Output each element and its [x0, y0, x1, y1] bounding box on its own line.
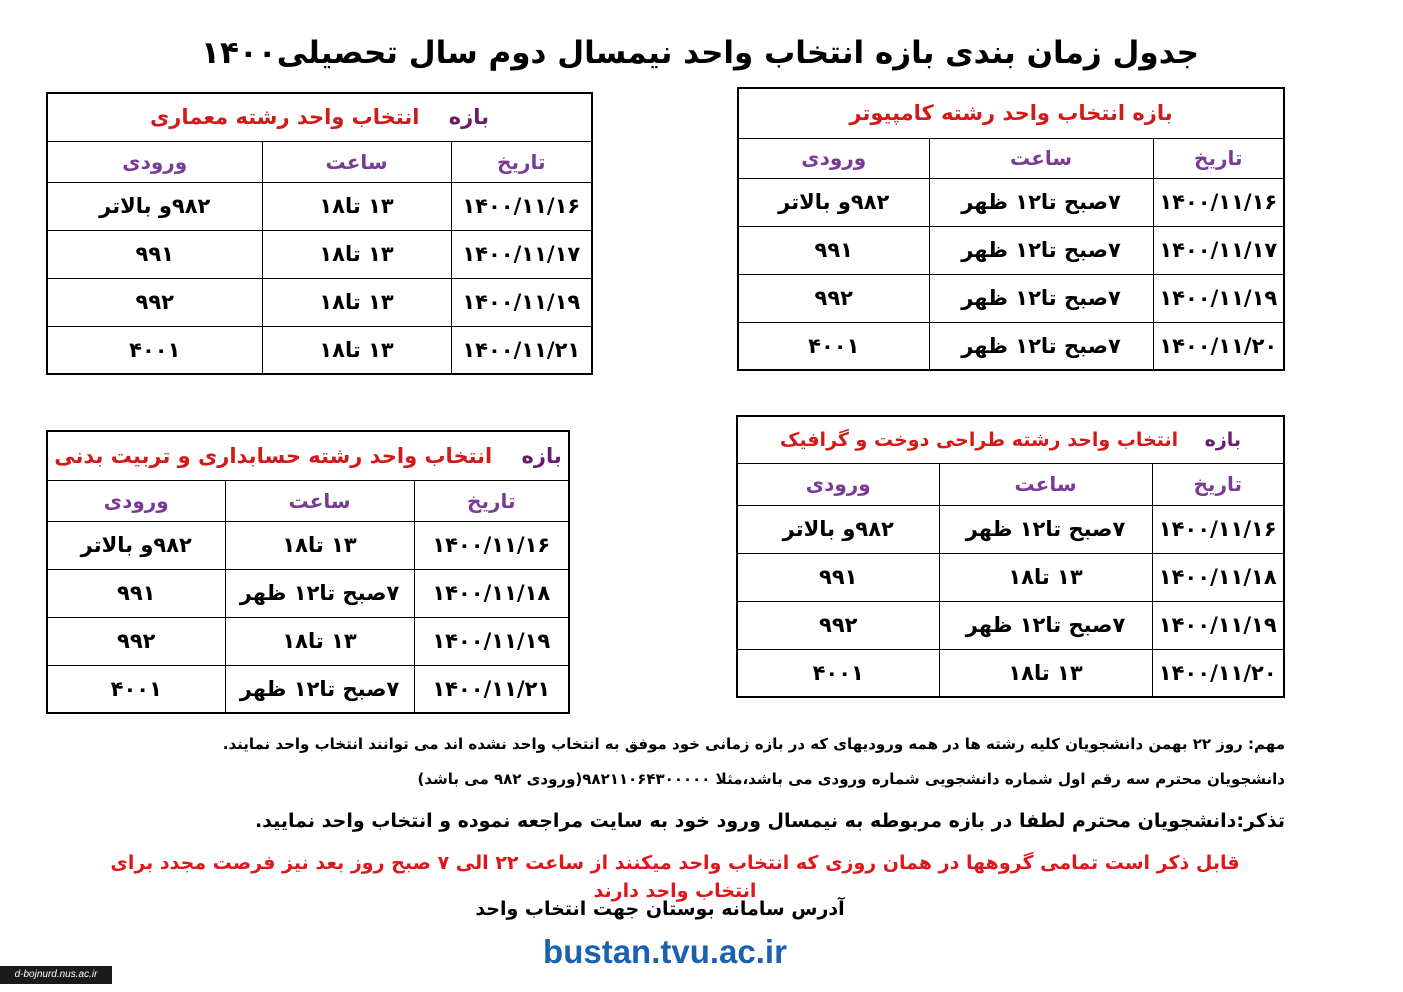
cell-entry: ۹۸۲و بالاتر: [47, 182, 262, 230]
table-row: [738, 226, 1284, 274]
cell-date: ۱۴۰۰/۱۱/۱۸: [1152, 553, 1284, 601]
cell-time: ۷صبح تا۱۲ ظهر: [929, 274, 1153, 322]
cell-time: ۷صبح تا۱۲ ظهر: [939, 601, 1152, 649]
cell-entry: ۴۰۰۱: [737, 649, 939, 697]
cell-entry: ۴۰۰۱: [47, 326, 262, 374]
note-important: مهم: روز ۲۲ بهمن دانشجویان کلیه رشته ها در همه ورودیهای که در بازه زمانی خود موفق به انتخاب واحد نشده اند می توانند انتخاب واحد نمایند.: [222, 735, 1285, 753]
cell-time: ۱۳ تا۱۸: [225, 521, 414, 569]
note-second-chance: قابل ذکر است تمامی گروهها در همان روزی که انتخاب واحد میکنند از ساعت ۲۲ الی ۷ صبح روز بعد نیز فرصت مجدد برای انتخاب واحد دارند: [110, 852, 1240, 902]
table-row: [737, 553, 1284, 601]
cell-date: ۱۴۰۰/۱۱/۱۹: [1153, 274, 1284, 322]
caption-text: انتخاب واحد رشته حسابداری و تربیت بدنی: [54, 443, 493, 468]
note-address-label: آدرس سامانه بوستان جهت انتخاب واحد: [475, 898, 845, 920]
table-row: [47, 326, 592, 374]
header-date: تاریخ: [451, 141, 592, 182]
header-time: ساعت: [939, 463, 1152, 505]
cell-entry: ۴۰۰۱: [738, 322, 929, 370]
header-time: ساعت: [225, 480, 414, 521]
table-row: [737, 601, 1284, 649]
cell-time: ۱۳ تا۱۸: [939, 649, 1152, 697]
watermark: d-bojnurd.nus.ac.ir: [0, 966, 112, 984]
table-caption: [47, 431, 569, 480]
caption-text: بازه انتخاب واحد رشته کامپیوتر: [849, 101, 1173, 126]
table-row: [738, 178, 1284, 226]
table-row: [47, 278, 592, 326]
cell-date: ۱۴۰۰/۱۱/۱۸: [414, 569, 569, 617]
table-row: [738, 274, 1284, 322]
cell-date: ۱۴۰۰/۱۱/۲۱: [414, 665, 569, 713]
cell-entry: ۹۸۲و بالاتر: [738, 178, 929, 226]
table-row: [737, 505, 1284, 553]
cell-time: ۱۳ تا۱۸: [262, 278, 451, 326]
caption-lead: بازه: [521, 443, 562, 468]
cell-date: ۱۴۰۰/۱۱/۲۰: [1153, 322, 1284, 370]
header-date: تاریخ: [414, 480, 569, 521]
table-row: [738, 322, 1284, 370]
table-row: [47, 617, 569, 665]
cell-date: ۱۴۰۰/۱۱/۱۷: [451, 230, 592, 278]
cell-time: ۷صبح تا۱۲ ظهر: [225, 665, 414, 713]
table-row: [737, 649, 1284, 697]
table-caption: [737, 416, 1284, 463]
cell-entry: ۹۹۲: [738, 274, 929, 322]
cell-entry: ۹۹۱: [737, 553, 939, 601]
cell-time: ۷صبح تا۱۲ ظهر: [929, 322, 1153, 370]
cell-date: ۱۴۰۰/۱۱/۱۶: [1153, 178, 1284, 226]
cell-time: ۱۳ تا۱۸: [262, 230, 451, 278]
cell-entry: ۴۰۰۱: [47, 665, 225, 713]
header-date: تاریخ: [1152, 463, 1284, 505]
cell-time: ۱۳ تا۱۸: [262, 326, 451, 374]
table-row: [47, 521, 569, 569]
table-fashion-graphics: [736, 415, 1285, 698]
cell-time: ۷صبح تا۱۲ ظهر: [929, 178, 1153, 226]
table-caption: [47, 93, 592, 141]
table-accounting-pe: [46, 430, 570, 714]
cell-date: ۱۴۰۰/۱۱/۱۹: [414, 617, 569, 665]
cell-entry: ۹۹۱: [738, 226, 929, 274]
header-entry: ورودی: [47, 480, 225, 521]
cell-date: ۱۴۰۰/۱۱/۱۶: [414, 521, 569, 569]
cell-time: ۷صبح تا۱۲ ظهر: [929, 226, 1153, 274]
cell-date: ۱۴۰۰/۱۱/۱۹: [1152, 601, 1284, 649]
cell-entry: ۹۹۲: [737, 601, 939, 649]
cell-date: ۱۴۰۰/۱۱/۲۰: [1152, 649, 1284, 697]
caption-lead: بازه: [448, 105, 489, 130]
cell-time: ۷صبح تا۱۲ ظهر: [939, 505, 1152, 553]
table-caption: [738, 88, 1284, 138]
cell-date: ۱۴۰۰/۱۱/۱۶: [1152, 505, 1284, 553]
cell-entry: ۹۹۲: [47, 278, 262, 326]
cell-time: ۱۳ تا۱۸: [262, 182, 451, 230]
cell-entry: ۹۸۲و بالاتر: [47, 521, 225, 569]
caption-text: انتخاب واحد رشته معماری: [150, 105, 420, 130]
cell-date: ۱۴۰۰/۱۱/۲۱: [451, 326, 592, 374]
table-row: [47, 665, 569, 713]
table-row: [47, 230, 592, 278]
cell-entry: ۹۸۲و بالاتر: [737, 505, 939, 553]
caption-text: انتخاب واحد رشته طراحی دوخت و گرافیک: [779, 428, 1179, 451]
bustan-link[interactable]: bustan.tvu.ac.ir: [543, 933, 787, 970]
cell-date: ۱۴۰۰/۱۱/۱۷: [1153, 226, 1284, 274]
header-time: ساعت: [262, 141, 451, 182]
cell-entry: ۹۹۱: [47, 569, 225, 617]
header-entry: ورودی: [738, 138, 929, 178]
cell-time: ۷صبح تا۱۲ ظهر: [225, 569, 414, 617]
cell-time: ۱۳ تا۱۸: [225, 617, 414, 665]
caption-lead: بازه: [1204, 428, 1242, 451]
cell-date: ۱۴۰۰/۱۱/۱۶: [451, 182, 592, 230]
cell-time: ۱۳ تا۱۸: [939, 553, 1152, 601]
table-architecture: [46, 92, 593, 375]
cell-entry: ۹۹۲: [47, 617, 225, 665]
cell-entry: ۹۹۱: [47, 230, 262, 278]
note-reminder: تذکر:دانشجویان محترم لطفا در بازه مربوطه به نیمسال ورود خود به سایت مراجعه نموده و انتخاب واحد نمایید.: [254, 810, 1285, 832]
table-row: [47, 569, 569, 617]
table-row: [47, 182, 592, 230]
cell-date: ۱۴۰۰/۱۱/۱۹: [451, 278, 592, 326]
header-date: تاریخ: [1153, 138, 1284, 178]
header-entry: ورودی: [47, 141, 262, 182]
table-computer: [737, 87, 1285, 371]
page-title: جدول زمان بندی بازه انتخاب واحد نیمسال دوم سال تحصیلی۱۴۰۰: [201, 35, 1199, 71]
header-time: ساعت: [929, 138, 1153, 178]
note-student-id: دانشجویان محترم سه رقم اول شماره دانشجویی شماره ورودی می باشد،مثلا ۹۸۲۱۱۰۶۴۳۰۰۰۰۰(ورودی ۹۸۲ می باشد): [417, 770, 1285, 788]
header-entry: ورودی: [737, 463, 939, 505]
